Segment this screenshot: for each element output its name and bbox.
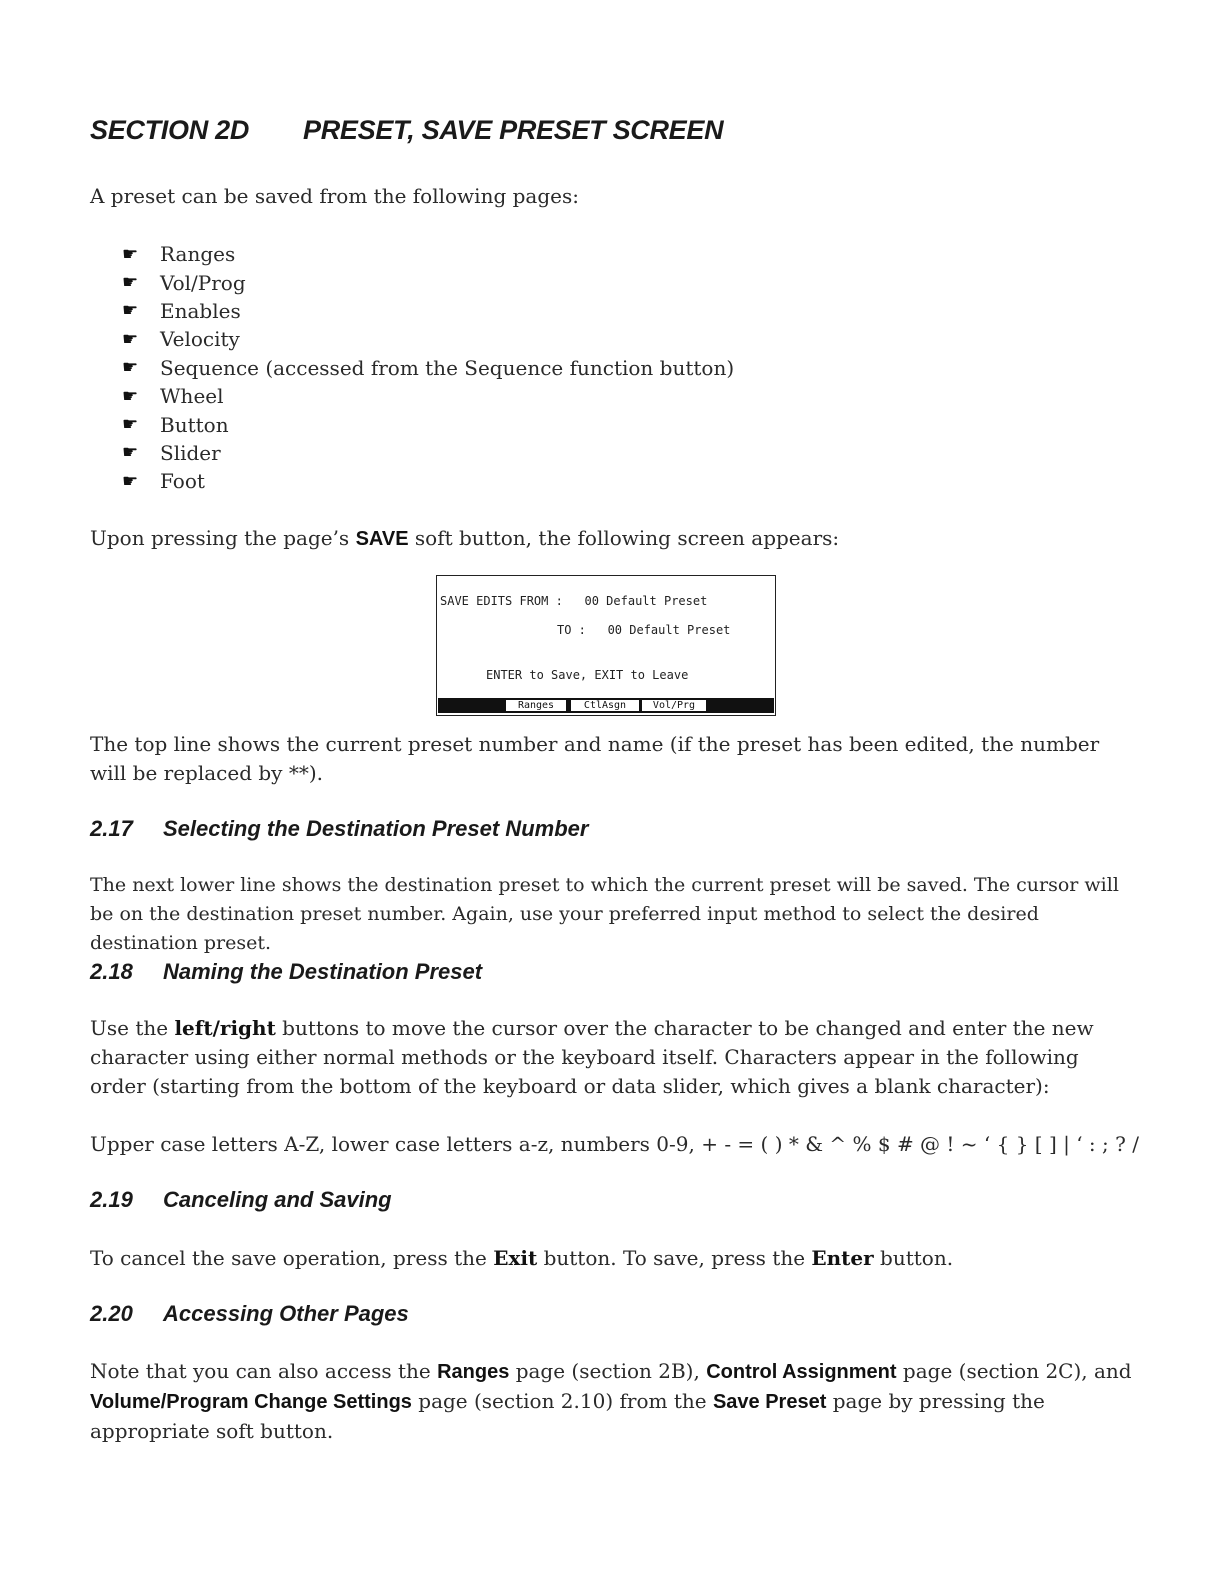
heading-2-20 xyxy=(90,1301,409,1327)
section-heading xyxy=(90,115,723,146)
paragraph-2-20 xyxy=(90,1357,1135,1446)
page-list-label: Velocity xyxy=(160,327,240,352)
lcd-line-3: ENTER to Save, EXIT to Leave xyxy=(486,668,689,682)
pointing-hand-icon: ☛ xyxy=(122,300,139,322)
page-list-label: Sequence (accessed from the Sequence function button) xyxy=(160,355,735,380)
softkey-volprg[interactable]: Vol/Prg xyxy=(642,700,706,711)
page-list-label: Enables xyxy=(160,298,241,323)
text-run: button. xyxy=(873,1246,954,1270)
page-list-item xyxy=(122,325,734,353)
page-list-label: Foot xyxy=(160,469,205,494)
text-run: Note that you can also access the xyxy=(90,1359,438,1383)
paragraph-2-19 xyxy=(90,1244,953,1273)
lcd-line-1: SAVE EDITS FROM : 00 Default Preset xyxy=(440,594,708,608)
heading-number: 2.19 xyxy=(90,1187,133,1212)
page-list-item xyxy=(122,297,734,325)
text-run: Use the xyxy=(90,1016,175,1040)
heading-title: Accessing Other Pages xyxy=(163,1301,409,1326)
paragraph-2-18 xyxy=(90,1014,1135,1101)
save-instruction-before: Upon pressing the page’s xyxy=(90,526,356,550)
text-run: buttons to move the cursor over the character to be changed and enter the new character using either normal methods or the keyboard itself. Characters appear in the following order (starting from the bottom of the keyboard or data slider, which gives a blank character): xyxy=(90,1016,1094,1098)
softkey-ctlasgn[interactable]: CtlAsgn xyxy=(571,700,639,711)
pointing-hand-icon: ☛ xyxy=(122,272,139,294)
lcd-softkey-bar xyxy=(438,698,774,713)
text-run: page (section 2C), and xyxy=(896,1359,1132,1383)
pointing-hand-icon: ☛ xyxy=(122,442,139,464)
softkey-ranges[interactable]: Ranges xyxy=(506,700,566,711)
save-instruction xyxy=(90,524,839,554)
page-list-item xyxy=(122,240,734,268)
pointing-hand-icon: ☛ xyxy=(122,385,139,407)
section-number: SECTION 2D xyxy=(90,115,250,145)
page-list-item xyxy=(122,354,734,382)
paragraph-2-17: The next lower line shows the destination preset to which the current preset will be saved. The cursor will be on the destination preset number. Again, use your preferred input method to select the desired destination preset. xyxy=(90,874,1119,954)
heading-number: 2.17 xyxy=(90,816,133,841)
heading-number: 2.20 xyxy=(90,1301,133,1326)
heading-title: Naming the Destination Preset xyxy=(163,959,483,984)
page-list xyxy=(122,240,734,496)
pointing-hand-icon: ☛ xyxy=(122,357,139,379)
left-right-label: left/right xyxy=(174,1016,276,1040)
character-order: Upper case letters A-Z, lower case letters a-z, numbers 0-9, + - = ( ) * & ^ % $ # @ ! ~ ‘ { } [ ] | ‘ : ; ? / xyxy=(90,1132,1139,1156)
page-list-label: Button xyxy=(160,412,229,437)
top-line-text: The top line shows the current preset number and name (if the preset has been edited, the number will be replaced by **). xyxy=(90,732,1100,785)
exit-label: Exit xyxy=(493,1246,538,1270)
page-list-item xyxy=(122,439,734,467)
page-list-label: Vol/Prog xyxy=(160,270,246,295)
heading-title: Selecting the Destination Preset Number xyxy=(163,816,589,841)
page-list-item xyxy=(122,268,734,296)
heading-2-17 xyxy=(90,816,588,842)
section-title: PRESET, SAVE PRESET SCREEN xyxy=(303,115,724,145)
save-label: SAVE xyxy=(355,528,409,550)
control-assignment-label: Control Assignment xyxy=(706,1361,897,1383)
pointing-hand-icon: ☛ xyxy=(122,414,139,436)
save-preset-label: Save Preset xyxy=(712,1391,827,1413)
heading-number: 2.18 xyxy=(90,959,133,984)
page-list-label: Slider xyxy=(160,440,221,465)
page-list-item xyxy=(122,410,734,438)
lcd-line-2: TO : 00 Default Preset xyxy=(557,623,731,637)
page-list-item xyxy=(122,382,734,410)
pointing-hand-icon: ☛ xyxy=(122,328,139,350)
lcd-screen xyxy=(436,575,776,716)
ranges-label: Ranges xyxy=(437,1361,510,1383)
heading-2-19 xyxy=(90,1187,392,1213)
pointing-hand-icon: ☛ xyxy=(122,243,139,265)
intro-text: A preset can be saved from the following pages: xyxy=(90,184,579,208)
volume-program-label: Volume/Program Change Settings xyxy=(90,1391,412,1413)
page-list-label: Wheel xyxy=(160,384,224,409)
page-list-item xyxy=(122,467,734,495)
text-run: page (section 2B), xyxy=(509,1359,707,1383)
text-run: page by pressing the appropriate soft button. xyxy=(90,1389,1045,1443)
save-instruction-after: soft button, the following screen appears: xyxy=(408,526,840,550)
heading-2-18 xyxy=(90,959,482,985)
enter-label: Enter xyxy=(811,1246,874,1270)
text-run: button. To save, press the xyxy=(537,1246,812,1270)
page-list-label: Ranges xyxy=(160,242,236,267)
pointing-hand-icon: ☛ xyxy=(122,470,139,492)
text-run: To cancel the save operation, press the xyxy=(90,1246,494,1270)
text-run: page (section 2.10) from the xyxy=(411,1389,713,1413)
heading-title: Canceling and Saving xyxy=(163,1187,392,1212)
